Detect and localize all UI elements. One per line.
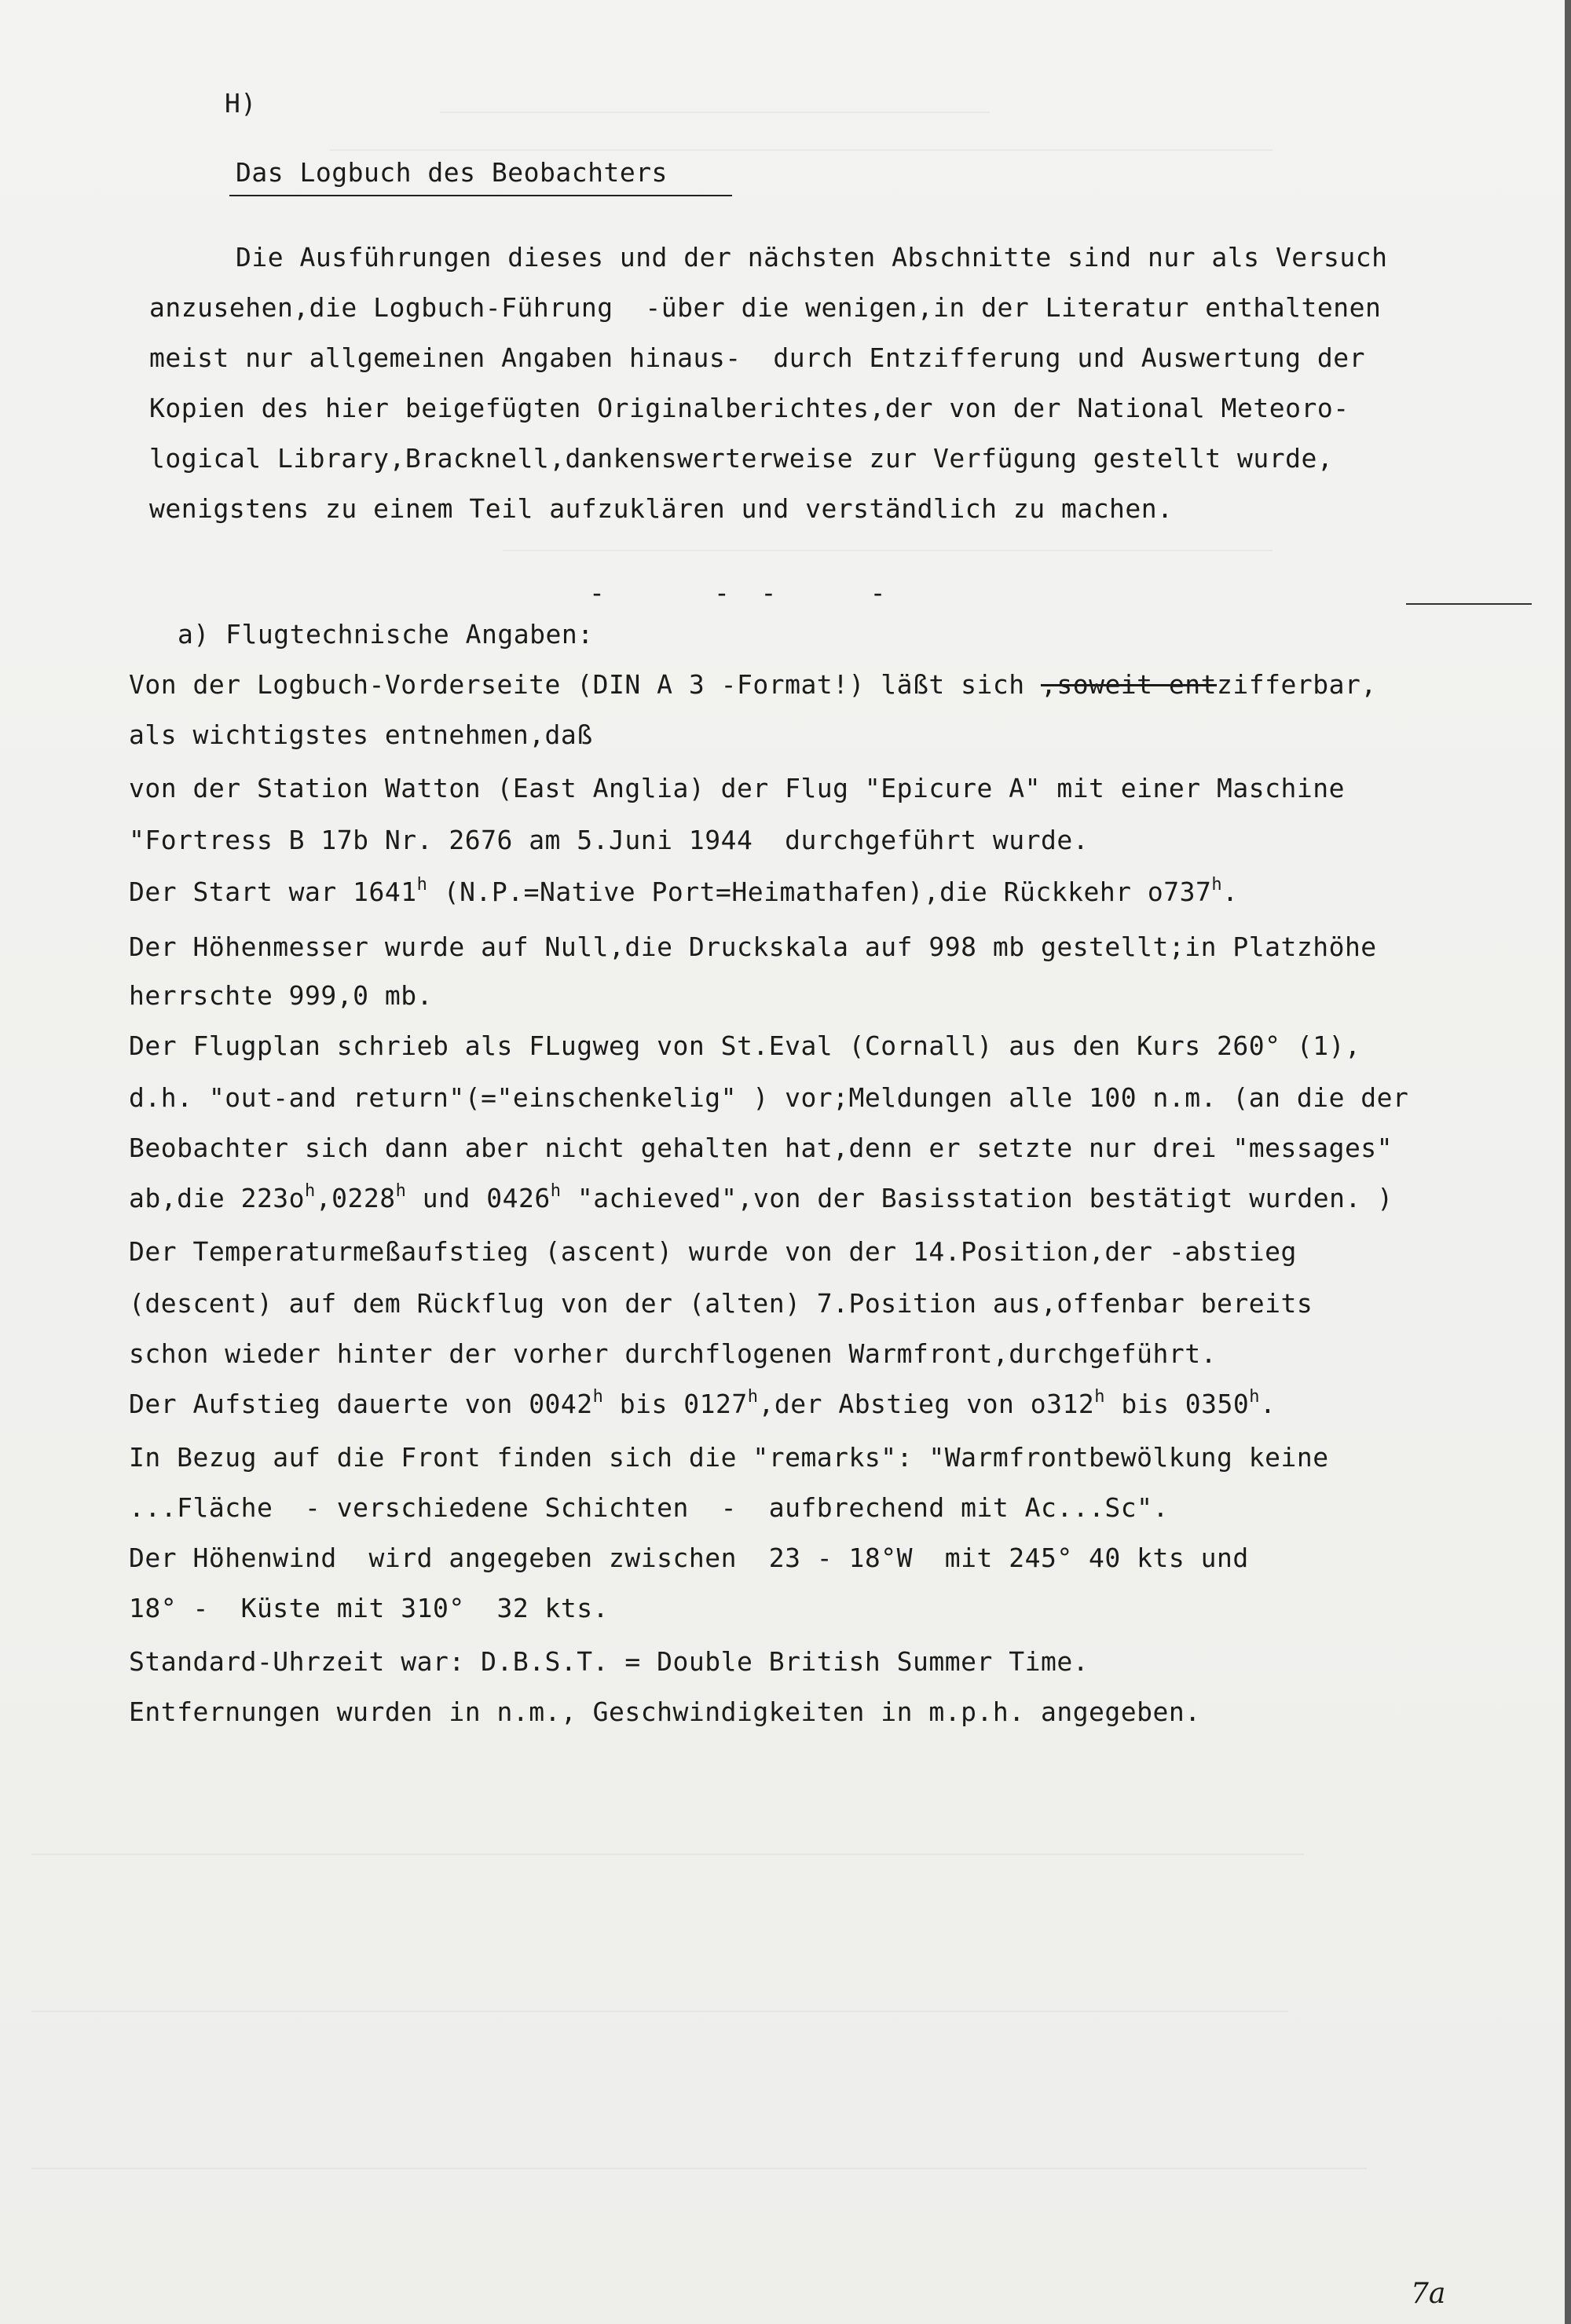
- section-label: H): [225, 88, 257, 119]
- superscript-hour: h: [592, 1387, 604, 1407]
- superscript-hour: h: [1094, 1387, 1105, 1407]
- body-line: Der Höhenmesser wurde auf Null,die Druckskala auf 998 mb gestellt;in Platzhöhe: [129, 931, 1377, 962]
- bleed-through-line: [330, 149, 1273, 151]
- bleed-through-line: [31, 1854, 1304, 1855]
- body-line: In Bezug auf die Front finden sich die "remarks": "Warmfrontbewölkung keine: [129, 1442, 1329, 1473]
- page-number: 7a: [1411, 2278, 1446, 2310]
- body-line: schon wieder hinter der vorher durchflogenen Warmfront,durchgeführt.: [129, 1338, 1218, 1369]
- body-line: ab,die $223o^h,0228^h$ und 0426$^h$ "achieved",von der Basisstation bestätigt wurden. ): [129, 1181, 1393, 1213]
- superscript-hour: h: [305, 1181, 316, 1201]
- bleed-through-line: [440, 112, 990, 113]
- body-line: Beobachter sich dann aber nicht gehalten hat,denn er setzte nur drei "messages": [129, 1133, 1393, 1163]
- body-line: Der Start war 1641$^h$ (N.P.=Native Port=Heimathafen),die Rückkehr o737$^h$.: [129, 875, 1239, 907]
- body-line: Der Aufstieg dauerte von 0042$^h$ bis 0127$^h$,der Abstieg von o312$^h$ bis 0350$^h$.: [129, 1387, 1276, 1419]
- subsection-heading: a) Flugtechnische Angaben:: [178, 619, 594, 650]
- struck-text: ,soweit ent: [1040, 669, 1218, 700]
- body-line: als wichtigstes entnehmen,daß: [129, 719, 593, 750]
- body-line: d.h. "out-and return"(="einschenkelig" ) vor;Meldungen alle 100 n.m. (an die der: [129, 1082, 1409, 1113]
- scan-edge: [1565, 0, 1571, 2324]
- intro-line: wenigstens zu einem Teil aufzuklären und verständlich zu machen.: [149, 493, 1174, 524]
- body-line: Der Temperaturmeßaufstieg (ascent) wurde von der 14.Position,der -abstieg: [129, 1236, 1297, 1267]
- body-line: (descent) auf dem Rückflug von der (alten) 7.Position aus,offenbar bereits: [129, 1288, 1313, 1319]
- intro-line: logical Library,Bracknell,dankenswerterweise zur Verfügung gestellt wurde,: [149, 443, 1334, 474]
- page-title: Das Logbuch des Beobachters: [236, 157, 668, 188]
- body-line: Der Höhenwind wird angegeben zwischen 23 - 18°W mit 245° 40 kts und: [129, 1543, 1249, 1573]
- bleed-through-line: [31, 2168, 1367, 2169]
- superscript-hour: h: [1249, 1387, 1261, 1407]
- body-line: Von der Logbuch-Vorderseite (DIN A 3 -Format!) läßt sich ,soweit entzifferbar,: [129, 669, 1377, 700]
- superscript-hour: h: [550, 1181, 562, 1201]
- body-line: Der Flugplan schrieb als FLugweg von St.Eval (Cornall) aus den Kurs 260° (1),: [129, 1030, 1361, 1061]
- body-line: Standard-Uhrzeit war: D.B.S.T. = Double British Summer Time.: [129, 1646, 1089, 1677]
- body-line: 18° - Küste mit 310° 32 kts.: [129, 1593, 610, 1623]
- body-line: ...Fläche - verschiedene Schichten - aufbrechend mit Ac...Sc".: [129, 1492, 1169, 1523]
- superscript-hour: h: [747, 1387, 759, 1407]
- dash-separator: - - - -: [589, 577, 886, 608]
- body-line: herrschte 999,0 mb.: [129, 980, 433, 1011]
- intro-line: Kopien des hier beigefügten Originalberichtes,der von der National Meteoro-: [149, 393, 1349, 423]
- title-underline: [229, 195, 732, 196]
- margin-rule: [1406, 603, 1532, 605]
- superscript-hour: h: [1211, 875, 1223, 895]
- bleed-through-line: [31, 2011, 1288, 2012]
- intro-line: meist nur allgemeinen Angaben hinaus- durch Entzifferung und Auswertung der: [149, 342, 1365, 373]
- body-line: Entfernungen wurden in n.m., Geschwindigkeiten in m.p.h. angegeben.: [129, 1696, 1201, 1727]
- intro-line: anzusehen,die Logbuch-Führung -über die wenigen,in der Literatur enthaltenen: [149, 292, 1382, 323]
- superscript-hour: h: [416, 875, 428, 895]
- superscript-hour: h: [395, 1181, 407, 1201]
- bleed-through-line: [503, 550, 1273, 551]
- body-line: "Fortress B 17b Nr. 2676 am 5.Juni 1944 durchgeführt wurde.: [129, 825, 1089, 855]
- intro-line: Die Ausführungen dieses und der nächsten Abschnitte sind nur als Versuch: [236, 242, 1388, 273]
- body-line: von der Station Watton (East Anglia) der Flug "Epicure A" mit einer Maschine: [129, 773, 1345, 803]
